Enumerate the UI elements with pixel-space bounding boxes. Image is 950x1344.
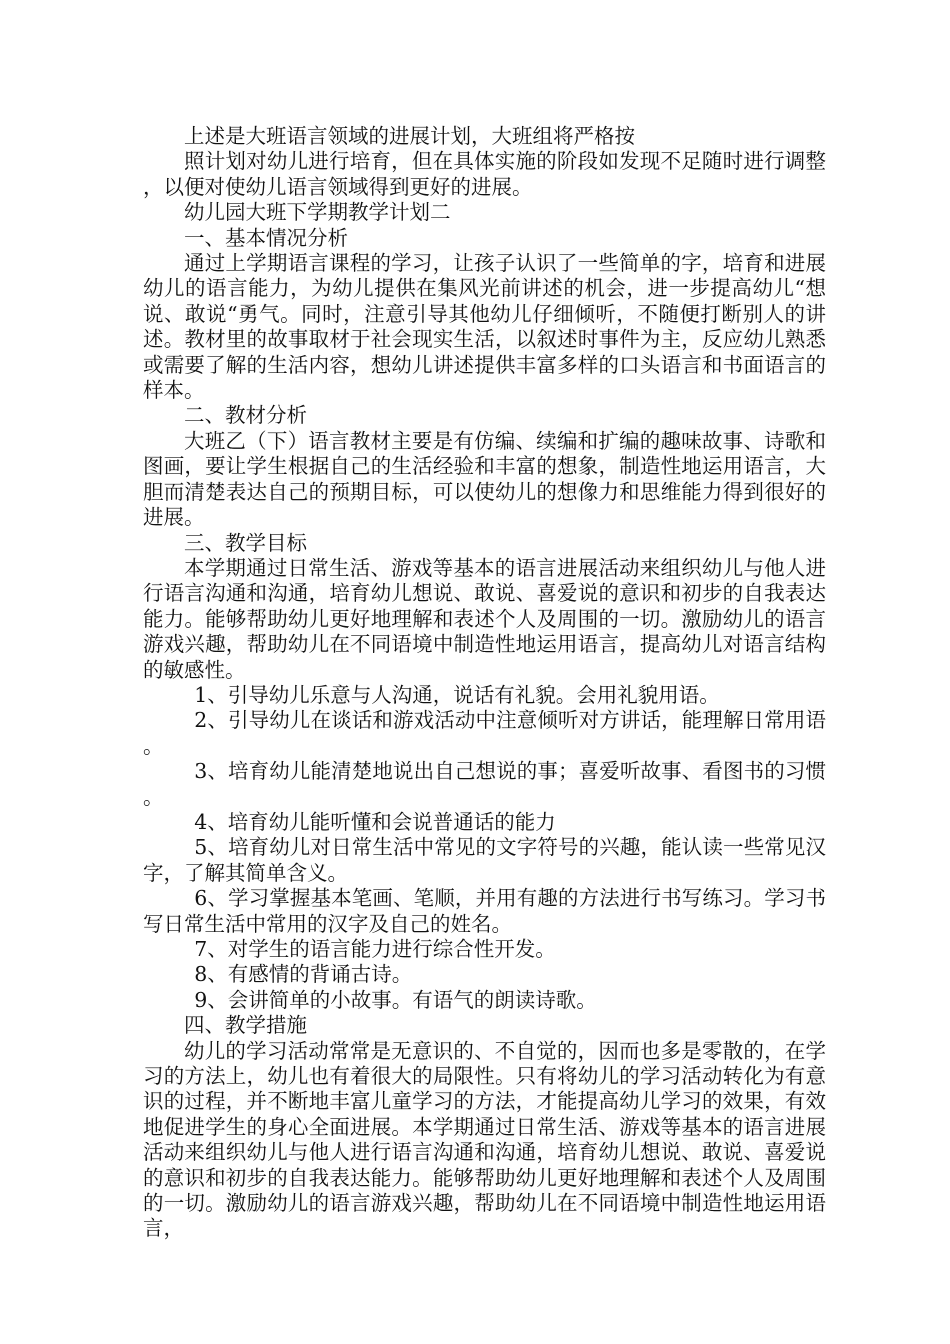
section-title: 幼儿园大班下学期教学计划二 bbox=[184, 200, 451, 225]
paragraph: 大班乙（下）语言教材主要是有仿编、续编和扩编的趣味故事、诗歌和图画，要让学生根据自己的生活经验和丰富的想象，制造性地运用语言，大胆而清楚表达自己的预期目标，可以使幼儿的想像力和思维能力得到很好的进展。 bbox=[143, 428, 826, 530]
section-heading: 四、教学措施 bbox=[184, 1013, 307, 1038]
paragraph: 照计划对幼儿进行培育，但在具体实施的阶段如发现不足随时进行调整，以便对使幼儿语言领域得到更好的进展。 bbox=[143, 149, 826, 199]
list-item: 3、培育幼儿能清楚地说出自己想说的事；喜爱听故事、看图书的习惯。 bbox=[143, 759, 826, 809]
list-item: 5、培育幼儿对日常生活中常见的文字符号的兴趣，能认读一些常见汉字，了解其简单含义。 bbox=[143, 835, 826, 885]
list-item: 4、培育幼儿能听懂和会说普通话的能力 bbox=[194, 809, 556, 834]
paragraph: 通过上学期语言课程的学习，让孩子认识了一些简单的字，培育和进展幼儿的语言能力，为幼儿提供在集风光前讲述的机会，进一步提高幼儿“想说、敢说“勇气。同时，注意引导其他幼儿仔细倾听，不随便打断别人的讲述。教材里的故事取材于社会现实生活，以叙述时事件为主，反应幼儿熟悉或需要了解的生活内容，想幼儿讲述提供丰富多样的口头语言和书面语言的样本。 bbox=[143, 251, 826, 403]
list-item: 6、学习掌握基本笔画、笔顺，并用有趣的方法进行书写练习。学习书写日常生活中常用的汉字及自己的姓名。 bbox=[143, 886, 826, 936]
paragraph: 上述是大班语言领域的进展计划，大班组将严格按 bbox=[184, 124, 635, 148]
section-heading: 一、基本情况分析 bbox=[184, 225, 348, 250]
list-item: 2、引导幼儿在谈话和游戏活动中注意倾听对方讲话，能理解日常用语。 bbox=[143, 708, 826, 758]
list-item: 8、有感情的背诵古诗。 bbox=[194, 962, 413, 987]
section-heading: 三、教学目标 bbox=[184, 530, 307, 555]
paragraph: 本学期通过日常生活、游戏等基本的语言进展活动来组织幼儿与他人进行语言沟通和沟通，培育幼儿想说、敢说、喜爱说的意识和初步的自我表达能力。能够帮助幼儿更好地理解和表述个人及周围的一切。激励幼儿的语言游戏兴趣，帮助幼儿在不同语境中制造性地运用语言，提高幼儿对语言结构的敏感性。 bbox=[143, 555, 826, 682]
paragraph: 幼儿的学习活动常常是无意识的、不自觉的，因而也多是零散的，在学习的方法上，幼儿也有着很大的局限性。只有将幼儿的学习活动转化为有意识的过程，并不断地丰富儿童学习的方法，才能提高幼儿学习的效果，有效地促进学生的身心全面进展。本学期通过日常生活、游戏等基本的语言进展活动来组织幼儿与他人进行语言沟通和沟通，培育幼儿想说、敢说、喜爱说的意识和初步的自我表达能力。能够帮助幼儿更好地理解和表述个人及周围的一切。激励幼儿的语言游戏兴趣，帮助幼儿在不同语境中制造性地运用语言， bbox=[143, 1038, 826, 1241]
document-page bbox=[143, 124, 826, 1242]
list-item: 9、会讲简单的小故事。有语气的朗读诗歌。 bbox=[194, 987, 597, 1012]
list-item: 1、引导幼儿乐意与人沟通，说话有礼貌。会用礼貌用语。 bbox=[194, 682, 720, 707]
list-item: 7、对学生的语言能力进行综合性开发。 bbox=[194, 937, 556, 961]
section-heading: 二、教材分析 bbox=[184, 403, 307, 428]
